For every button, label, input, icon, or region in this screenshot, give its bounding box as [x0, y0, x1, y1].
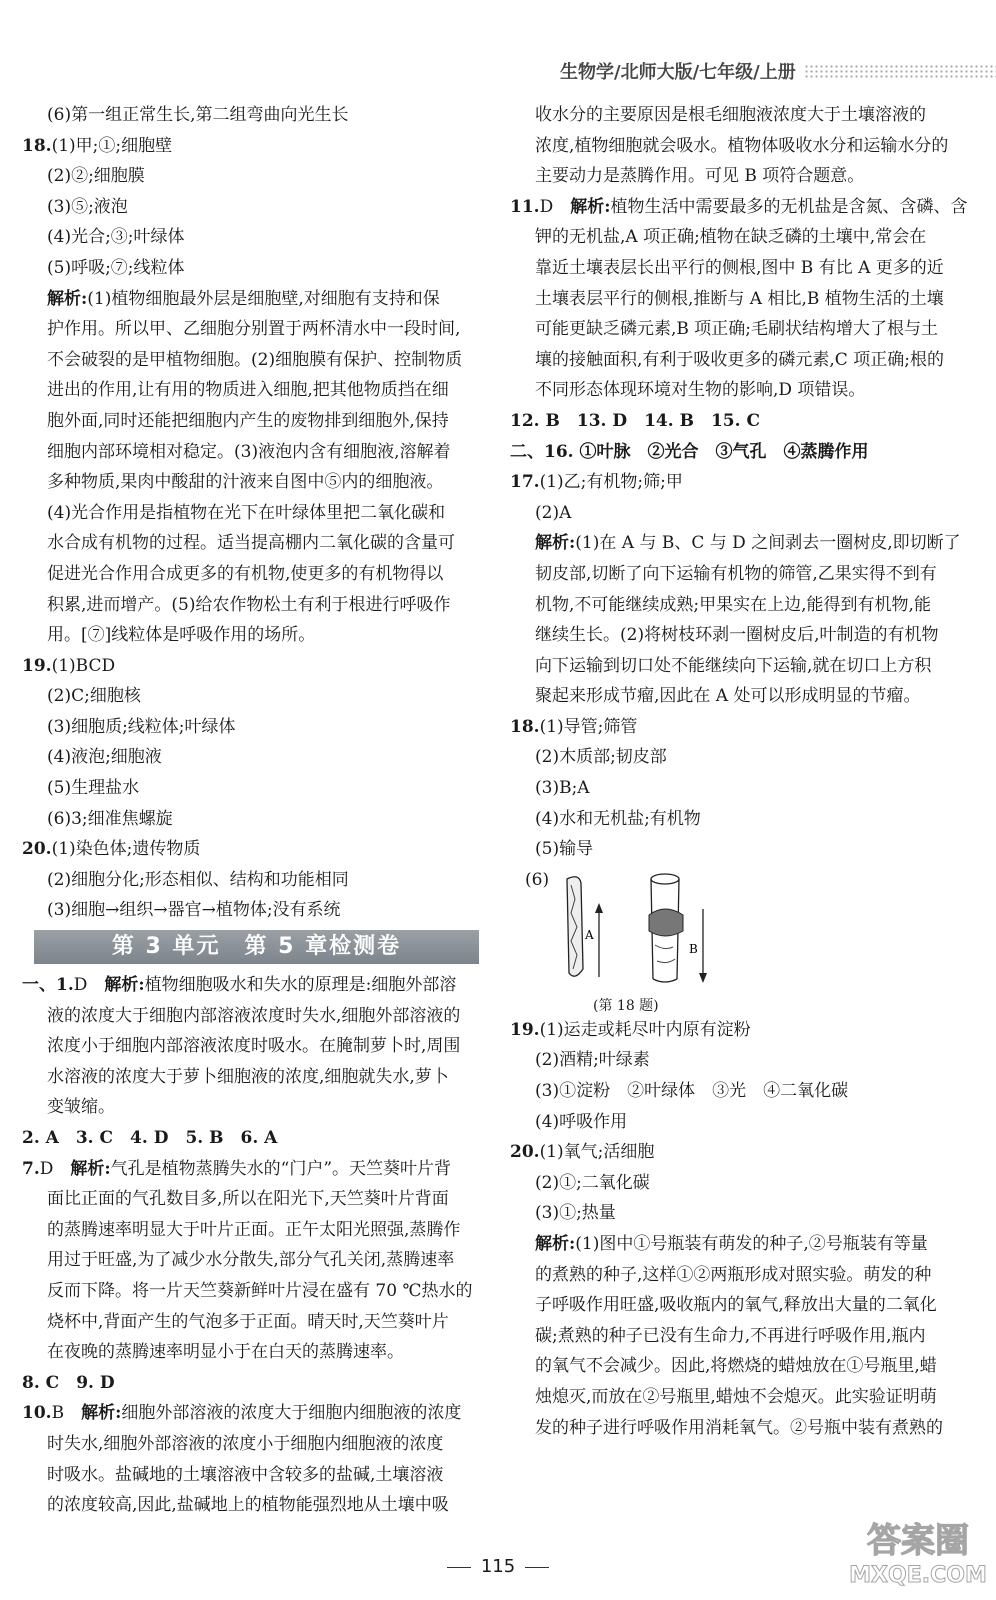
- explanation-line: 韧皮部,切断了向下运输有机物的筛管,乙果实得不到有: [535, 563, 937, 584]
- explanation-line: 液的浓度大于细胞内部溶液浓度时失水,细胞外部溶液的: [47, 1005, 461, 1026]
- question-7: [22, 1154, 502, 1368]
- explanation-tag: 解析:: [47, 288, 88, 309]
- q7-answer: D: [39, 1158, 54, 1179]
- q7-number: 7.: [22, 1158, 40, 1179]
- q20-first: (1)氧气;活细胞: [539, 1142, 655, 1163]
- section-banner: 第 3 单元 第 5 章检测卷: [34, 930, 479, 964]
- explanation-line: 水合成有机物的过程。适当提高棚内二氧化碳的含量可: [47, 533, 455, 554]
- q10-answer: B: [51, 1403, 65, 1424]
- answers-8-9: 8. C 9. D: [22, 1372, 115, 1393]
- watermark-line2: MXQE.COM: [849, 1563, 987, 1588]
- q19-item: (4)液泡;细胞液: [47, 747, 162, 768]
- explanation-line: 的浓度较高,因此,盐碱地上的植物能强烈地从土壤中吸: [47, 1495, 449, 1516]
- q10-explanation: 细胞外部溶液的浓度大于细胞内细胞液的浓度: [121, 1403, 462, 1424]
- explanation-line: 碳;煮熟的种子已没有生命力,不再进行呼吸作用,瓶内: [535, 1325, 926, 1346]
- q19-first: (1)运走或耗尽叶内原有淀粉: [539, 1019, 751, 1040]
- figure-caption: (第 18 题): [593, 997, 659, 1014]
- question-18-right: [510, 712, 980, 1015]
- watermark-logo: [848, 1512, 988, 1590]
- explanation-line: 时吸水。盐碱地的土壤溶液中含较多的盐碱,土壤溶液: [47, 1464, 444, 1485]
- q20-item: (2)①;二氧化碳: [535, 1172, 650, 1193]
- q18-item: (5)呼吸;⑦;线粒体: [47, 257, 185, 278]
- explanation-line: 发的种子进行呼吸作用消耗氧气。②号瓶中装有煮熟的: [535, 1417, 943, 1438]
- q17-first: (1)乙;有机物;筛;甲: [539, 472, 683, 493]
- explanation-line: 钾的无机盐,A 项正确;植物在缺乏磷的土壤中,常会在: [535, 227, 927, 248]
- q18-item: (4)水和无机盐;有机物: [535, 808, 701, 829]
- q20-item: (2)细胞分化;形态相似、结构和功能相同: [47, 869, 349, 890]
- explanation-line: 土壤表层平行的侧根,推断与 A 相比,B 植物生活的土壤: [535, 288, 944, 309]
- q11-explanation: 植物生活中需要最多的无机盐是含氮、含磷、含: [610, 196, 968, 217]
- explanation-line: 用。[⑦]线粒体是呼吸作用的场所。: [47, 625, 316, 646]
- explanation-line: 浓度,植物细胞就会吸水。植物体吸收水分和运输水分的: [535, 135, 949, 156]
- explanation-line: 不会破裂的是甲植物细胞。(2)细胞膜有保护、控制物质: [47, 349, 463, 370]
- q19-first: (1)BCD: [51, 655, 116, 676]
- explanation-line: 促进光合作用合成更多的有机物,使更多的有机物得以: [47, 563, 444, 584]
- explanation-tag: 解析:: [535, 533, 576, 554]
- explanation-tag: 解析:: [570, 196, 611, 217]
- q20-number: 20.: [22, 839, 52, 860]
- explanation-line: 向下运输到切口处不能继续向下运输,就在切口上方积: [535, 655, 932, 676]
- explanation-line: 的氧气不会减少。因此,将燃烧的蜡烛放在①号瓶里,蜡: [535, 1356, 937, 1377]
- q19-item: (3)①淀粉 ②叶绿体 ③光 ④二氧化碳: [535, 1081, 849, 1102]
- q20-first: (1)染色体;遗传物质: [51, 839, 201, 860]
- explanation-tag: 解析:: [70, 1158, 111, 1179]
- q18-first: (1)甲;①;细胞壁: [51, 135, 173, 156]
- explanation-line: (4)光合作用是指植物在光下在叶绿体里把二氧化碳和: [47, 502, 446, 523]
- q18-item: (2)木质部;韧皮部: [535, 747, 667, 768]
- explanation-line: 浓度小于细胞内部溶液浓度时吸水。在腌制萝卜时,周围: [47, 1036, 461, 1057]
- page-header: [560, 56, 996, 86]
- q19-item: (2)C;细胞核: [47, 686, 141, 707]
- q1-answer: D: [73, 975, 88, 996]
- explanation-line: 烧杯中,背面产生的气泡多于正面。晴天时,天竺葵叶片: [47, 1311, 449, 1332]
- q17-number: 17.: [510, 472, 540, 493]
- explanation-line: 面比正面的气孔数目多,所以在阳光下,天竺葵叶片背面: [47, 1189, 449, 1210]
- q20-item: (3)①;热量: [535, 1203, 616, 1224]
- question-19: [22, 651, 502, 835]
- question-11: [510, 192, 980, 406]
- explanation-line: 不同形态体现环境对生物的影响,D 项错误。: [535, 380, 866, 401]
- explanation-line: 子呼吸作用旺盛,吸收瓶内的氧气,释放出大量的二氧化: [535, 1295, 937, 1316]
- explanation-line: 的蒸腾速率明显大于叶片正面。正午太阳光照强,蒸腾作: [47, 1219, 461, 1240]
- label-b: B: [689, 941, 698, 956]
- explanation-line: 可能更缺乏磷元素,B 项正确;毛刷状结构增大了根与土: [535, 319, 939, 340]
- q19-item: (2)酒精;叶绿素: [535, 1050, 650, 1071]
- explanation-line: 收水分的主要原因是根毛细胞液浓度大于土壤溶液的: [535, 105, 926, 125]
- q19-item: (4)呼吸作用: [535, 1111, 628, 1132]
- explanation-line: 继续生长。(2)将树枝环剥一圈树皮后,叶制造的有机物: [535, 625, 939, 646]
- q18-figure: [525, 865, 980, 1015]
- explanation-line: 用过于旺盛,为了减少水分散失,部分气孔关闭,蒸腾速率: [47, 1250, 455, 1271]
- explanation-line: 时失水,细胞外部溶液的浓度小于细胞内细胞液的浓度: [47, 1433, 444, 1454]
- q20-item: (3)细胞→组织→器官→植物体;没有系统: [47, 900, 341, 921]
- explanation-line: 胞外面,同时还能把细胞内产生的废物排到细胞外,保持: [47, 410, 449, 431]
- explanation-line: 护作用。所以甲、乙细胞分别置于两杯清水中一段时间,: [47, 319, 461, 340]
- q17-explanation: (1)在 A 与 B、C 与 D 之间剥去一圈树皮,即切断了: [575, 533, 961, 554]
- figure-label: (6): [525, 869, 550, 890]
- left-column: [22, 100, 502, 1521]
- explanation-line: 壤的接触面积,有利于吸收更多的磷元素,C 项正确;根的: [535, 349, 944, 370]
- q18-item: (3)⑤;液泡: [47, 196, 128, 217]
- explanation-line: 聚起来形成节瘤,因此在 A 处可以形成明显的节瘤。: [535, 686, 921, 707]
- q20-explanation: (1)图中①号瓶装有萌发的种子,②号瓶装有等量: [575, 1234, 928, 1254]
- q1-explanation: 植物细胞吸水和失水的原理是:细胞外部溶: [144, 975, 457, 996]
- answers-16: 二、16. ①叶脉 ②光合 ③气孔 ④蒸腾作用: [510, 441, 869, 462]
- stem-diagram: [555, 869, 755, 994]
- question-20-right: [510, 1137, 980, 1443]
- q18-item: (5)输导: [535, 839, 594, 860]
- header-dots-decoration: [804, 64, 996, 78]
- page-dash-right: [525, 1567, 549, 1568]
- question-18: [22, 131, 502, 651]
- q18-first: (1)导管;筛管: [539, 716, 638, 737]
- q11-answer: D: [539, 196, 554, 217]
- explanation-line: 多种物质,果肉中酸甜的汁液来自图中⑤内的细胞液。: [47, 472, 444, 493]
- explanation-line: 反而下降。将一片天竺葵新鲜叶片浸在盛有 70 ℃热水的: [47, 1280, 473, 1301]
- question-20: [22, 834, 502, 926]
- question-1: [22, 970, 502, 1123]
- q19-item: (3)细胞质;线粒体;叶绿体: [47, 716, 236, 737]
- q19-item: (6)3;细准焦螺旋: [47, 808, 173, 829]
- q19-item: (5)生理盐水: [47, 778, 140, 799]
- question-10: [22, 1398, 502, 1520]
- explanation-tag: 解析:: [104, 975, 145, 996]
- q11-number: 11.: [510, 196, 540, 217]
- explanation-tag: 解析:: [535, 1234, 576, 1254]
- page-number-text: 115: [480, 1556, 516, 1577]
- q18-item: (4)光合;③;叶绿体: [47, 227, 185, 248]
- q18-number: 18.: [510, 716, 540, 737]
- header-title: 生物学/北师大版/七年级/上册: [560, 62, 796, 83]
- q18-item: (3)B;A: [535, 778, 590, 799]
- explanation-line: 积累,进而增产。(5)给农作物松土有利于根进行呼吸作: [47, 594, 451, 615]
- question-17: [510, 467, 980, 712]
- explanation-tag: 解析:: [81, 1403, 122, 1424]
- explanation-line: 机物,不可能继续成熟;甲果实在上边,能得到有机物,能: [535, 594, 931, 615]
- explanation-line: 靠近土壤表层长出平行的侧根,图中 B 有比 A 更多的近: [535, 257, 944, 278]
- page-number: [0, 1556, 996, 1577]
- q17-item: (2)A: [535, 502, 572, 523]
- label-a: A: [585, 927, 594, 942]
- explanation-line: 水溶液的浓度大于萝卜细胞液的浓度,细胞就失水,萝卜: [47, 1066, 449, 1087]
- q18-explanation: (1)植物细胞最外层是细胞壁,对细胞有支持和保: [87, 288, 440, 309]
- q19-number: 19.: [510, 1019, 540, 1040]
- q10-number: 10.: [22, 1403, 52, 1424]
- answers-12-15: 12. B 13. D 14. B 15. C: [510, 410, 760, 431]
- q1-number: 一、1.: [22, 975, 74, 996]
- q20-number: 20.: [510, 1142, 540, 1163]
- q17-6-answer: (6)第一组正常生长,第二组弯曲向光生长: [47, 105, 349, 125]
- watermark-line1: 答案圈: [867, 1521, 969, 1561]
- explanation-line: 在夜晚的蒸腾速率明显小于在白天的蒸腾速率。: [47, 1342, 404, 1363]
- explanation-line: 变皱缩。: [47, 1097, 115, 1118]
- q7-explanation: 气孔是植物蒸腾失水的“门户”。天竺葵叶片背: [110, 1158, 452, 1179]
- q19-number: 19.: [22, 655, 52, 676]
- explanation-line: 的煮熟的种子,这样①②两瓶形成对照实验。萌发的种: [535, 1264, 932, 1285]
- question-19-right: [510, 1015, 980, 1137]
- page-dash-left: [447, 1567, 471, 1568]
- explanation-line: 细胞内部环境相对稳定。(3)液泡内含有细胞液,溶解着: [47, 441, 451, 462]
- q18-item: (2)②;细胞膜: [47, 166, 145, 187]
- q18-number: 18.: [22, 135, 52, 156]
- right-column: [510, 100, 980, 1443]
- explanation-line: 主要动力是蒸腾作用。可见 B 项符合题意。: [535, 166, 865, 187]
- explanation-line: 进出的作用,让有用的物质进入细胞,把其他物质挡在细: [47, 380, 449, 401]
- explanation-line: 烛熄灭,而放在②号瓶里,蜡烛不会熄灭。此实验证明萌: [535, 1386, 937, 1407]
- answers-2-6: 2. A 3. C 4. D 5. B 6. A: [22, 1128, 278, 1148]
